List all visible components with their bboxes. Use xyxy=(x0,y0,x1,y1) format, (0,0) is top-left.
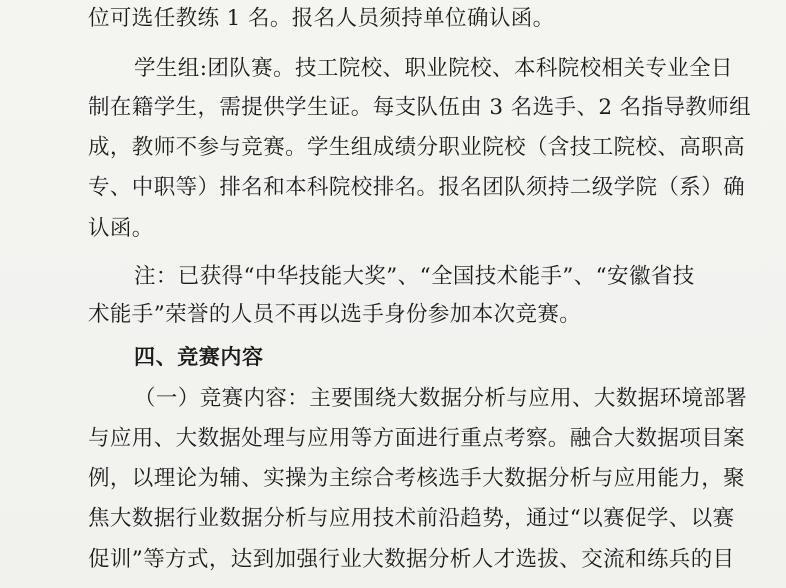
text-line-13: 焦大数据行业数据分析与应用技术前沿趋势，通过“以赛促学、以赛 xyxy=(88,506,735,531)
text-line-11: 与应用、大数据处理与应用等方面进行重点考察。融合大数据项目案 xyxy=(88,426,746,451)
text-line-14: 促训”等方式，达到加强行业大数据分析人才选拔、交流和练兵的目 xyxy=(88,547,735,572)
text-line-8: 术能手”荣誉的人员不再以选手身份参加本次竞赛。 xyxy=(88,302,582,327)
text-line-7: 注：已获得“中华技能大奖”、“全国技术能手”、“安徽省技 xyxy=(134,264,695,289)
section-heading: 四、竞赛内容 xyxy=(134,345,264,369)
text-line-2: 学生组:团队赛。技工院校、职业院校、本科院校相关专业全日 xyxy=(134,56,733,81)
text-line-12: 例，以理论为辅、实操为主综合考核选手大数据分析与应用能力，聚 xyxy=(88,466,746,491)
text-line-4: 成，教师不参与竞赛。学生组成绩分职业院校（含技工院校、高职高 xyxy=(88,135,746,160)
text-line-6: 认函。 xyxy=(88,216,154,241)
text-line-10: （一）竞赛内容：主要围绕大数据分析与应用、大数据环境部署 xyxy=(134,386,748,411)
text-line-3: 制在籍学生，需提供学生证。每支队伍由 3 名选手、2 名指导教师组 xyxy=(88,95,752,120)
text-line-5: 专、中职等）排名和本科院校排名。报名团队须持二级学院（系）确 xyxy=(88,175,746,200)
text-line-1: 位可选任教练 1 名。报名人员须持单位确认函。 xyxy=(88,6,555,31)
